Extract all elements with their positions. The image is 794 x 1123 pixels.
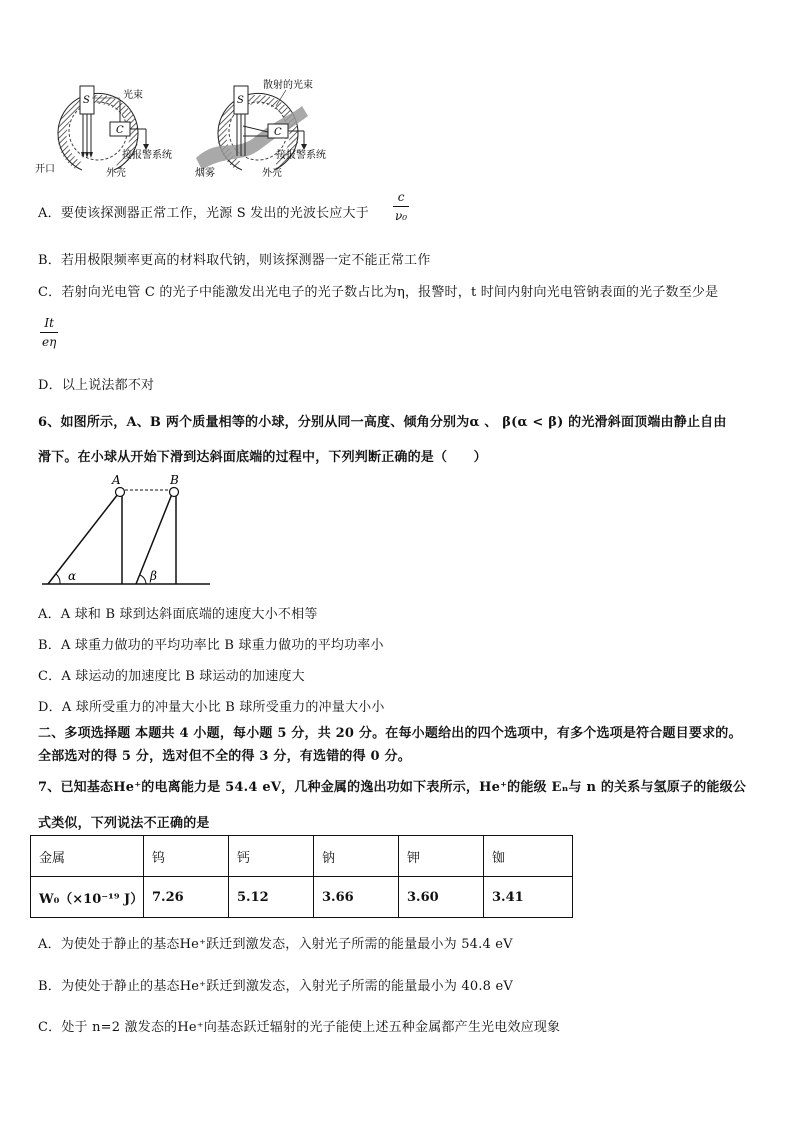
table-row <box>31 877 573 918</box>
left-beam-label: 光束 <box>123 90 143 101</box>
section2-line1: 二、多项选择题 本题共 4 小题，每小题 5 分，共 20 分。在每小题给出的四个选项中，有多个选项是符合题目要求的。 <box>38 726 742 741</box>
q7-stem-line2: 式类似，下列说法不正确的是 <box>38 816 210 831</box>
q6-option-c: C．A 球运动的加速度比 B 球运动的加速度大 <box>38 669 305 684</box>
fraction-numerator: c <box>397 190 405 204</box>
right-s-label: S <box>237 95 244 106</box>
table-header-cell: 钨 <box>144 836 229 877</box>
angle-alpha-arc <box>56 574 60 584</box>
q6-option-a: A．A 球和 B 球到达斜面底端的速度大小不相等 <box>38 607 318 622</box>
table-header-cell: 钙 <box>229 836 314 877</box>
q7-option-b: B．为使处于静止的基态He⁺跃迁到激发态，入射光子所需的能量最小为 40.8 eV <box>38 979 513 994</box>
q7-option-a: A．为使处于静止的基态He⁺跃迁到激发态，入射光子所需的能量最小为 54.4 eV <box>38 937 513 952</box>
ball-a <box>116 488 125 497</box>
table-header-row <box>31 836 573 877</box>
right-beam-label: 散射的光束 <box>263 80 313 91</box>
table-cell: 3.41 <box>484 877 573 918</box>
table-cell: 3.66 <box>314 877 399 918</box>
table-header-cell: 金属 <box>31 836 144 877</box>
table-cell: 7.26 <box>144 877 229 918</box>
incline-a <box>48 494 118 584</box>
smoke-detector-figure <box>30 76 350 180</box>
left-shell-label: 外壳 <box>106 168 126 179</box>
ball-b <box>170 488 179 497</box>
fraction-numerator: It <box>44 316 54 330</box>
label-a: A <box>112 473 121 487</box>
left-opening-label: 开口 <box>35 164 55 175</box>
fraction-bar <box>393 206 409 207</box>
right-c-label: C <box>274 127 282 138</box>
fraction-denominator: ν₀ <box>395 209 408 223</box>
table-row-label: W₀（×10⁻¹⁹ J） <box>31 877 144 918</box>
inclined-planes-figure <box>38 472 218 592</box>
q5-option-d: D．以上说法都不对 <box>38 378 155 393</box>
right-shell-label: 外壳 <box>262 168 282 179</box>
right-alarm-label: 接报警系统 <box>276 150 326 161</box>
q7-option-c: C．处于 n=2 激发态的He⁺向基态跃迁辐射的光子能使上述五种金属都产生光电效应现象 <box>38 1020 561 1035</box>
q5-option-a: A．要使该探测器正常工作，光源 S 发出的光波长应大于 <box>38 206 369 221</box>
table-cell: 5.12 <box>229 877 314 918</box>
table-header-cell: 铷 <box>484 836 573 877</box>
label-b: B <box>170 473 179 487</box>
q6-stem-line1: 6、如图所示，A、B 两个质量相等的小球，分别从同一高度、倾角分别为α 、 β(α < β) 的光滑斜面顶端由静止自由 <box>38 415 727 430</box>
label-alpha: α <box>68 569 77 583</box>
q5-option-c-fraction <box>40 316 58 349</box>
angle-beta-arc <box>140 575 146 584</box>
left-alarm-label: 接报警系统 <box>122 150 172 161</box>
left-s-label: S <box>83 95 90 106</box>
label-beta: β <box>150 569 157 583</box>
work-function-table <box>30 835 573 918</box>
table-header-cell: 钾 <box>399 836 484 877</box>
q6-option-d: D．A 球所受重力的冲量大小比 B 球所受重力的冲量大小小 <box>38 700 385 715</box>
fraction-bar <box>40 332 58 333</box>
right-smoke-label: 烟雾 <box>195 168 215 179</box>
q5-option-a-fraction <box>393 190 409 223</box>
q5-option-b: B．若用极限频率更高的材料取代钠，则该探测器一定不能正常工作 <box>38 253 431 268</box>
left-c-label: C <box>116 125 124 136</box>
q6-stem-line2: 滑下。在小球从开始下滑到达斜面底端的过程中，下列判断正确的是（ ） <box>38 450 487 465</box>
section2-line2: 全部选对的得 5 分，选对但不全的得 3 分，有选错的得 0 分。 <box>38 749 411 764</box>
table-header-cell: 钠 <box>314 836 399 877</box>
table-cell: 3.60 <box>399 877 484 918</box>
q6-option-b: B．A 球重力做功的平均功率比 B 球重力做功的平均功率小 <box>38 638 384 653</box>
q5-option-c: C．若射向光电管 C 的光子中能激发出光电子的光子数占比为η，报警时，t 时间内射向光电管钠表面的光子数至少是 <box>38 285 719 300</box>
q7-stem-line1: 7、已知基态He⁺的电离能力是 54.4 eV，几种金属的逸出功如下表所示，He⁺的能级 Eₙ与 n 的关系与氢原子的能级公 <box>38 780 747 795</box>
fraction-denominator: eη <box>42 335 57 349</box>
